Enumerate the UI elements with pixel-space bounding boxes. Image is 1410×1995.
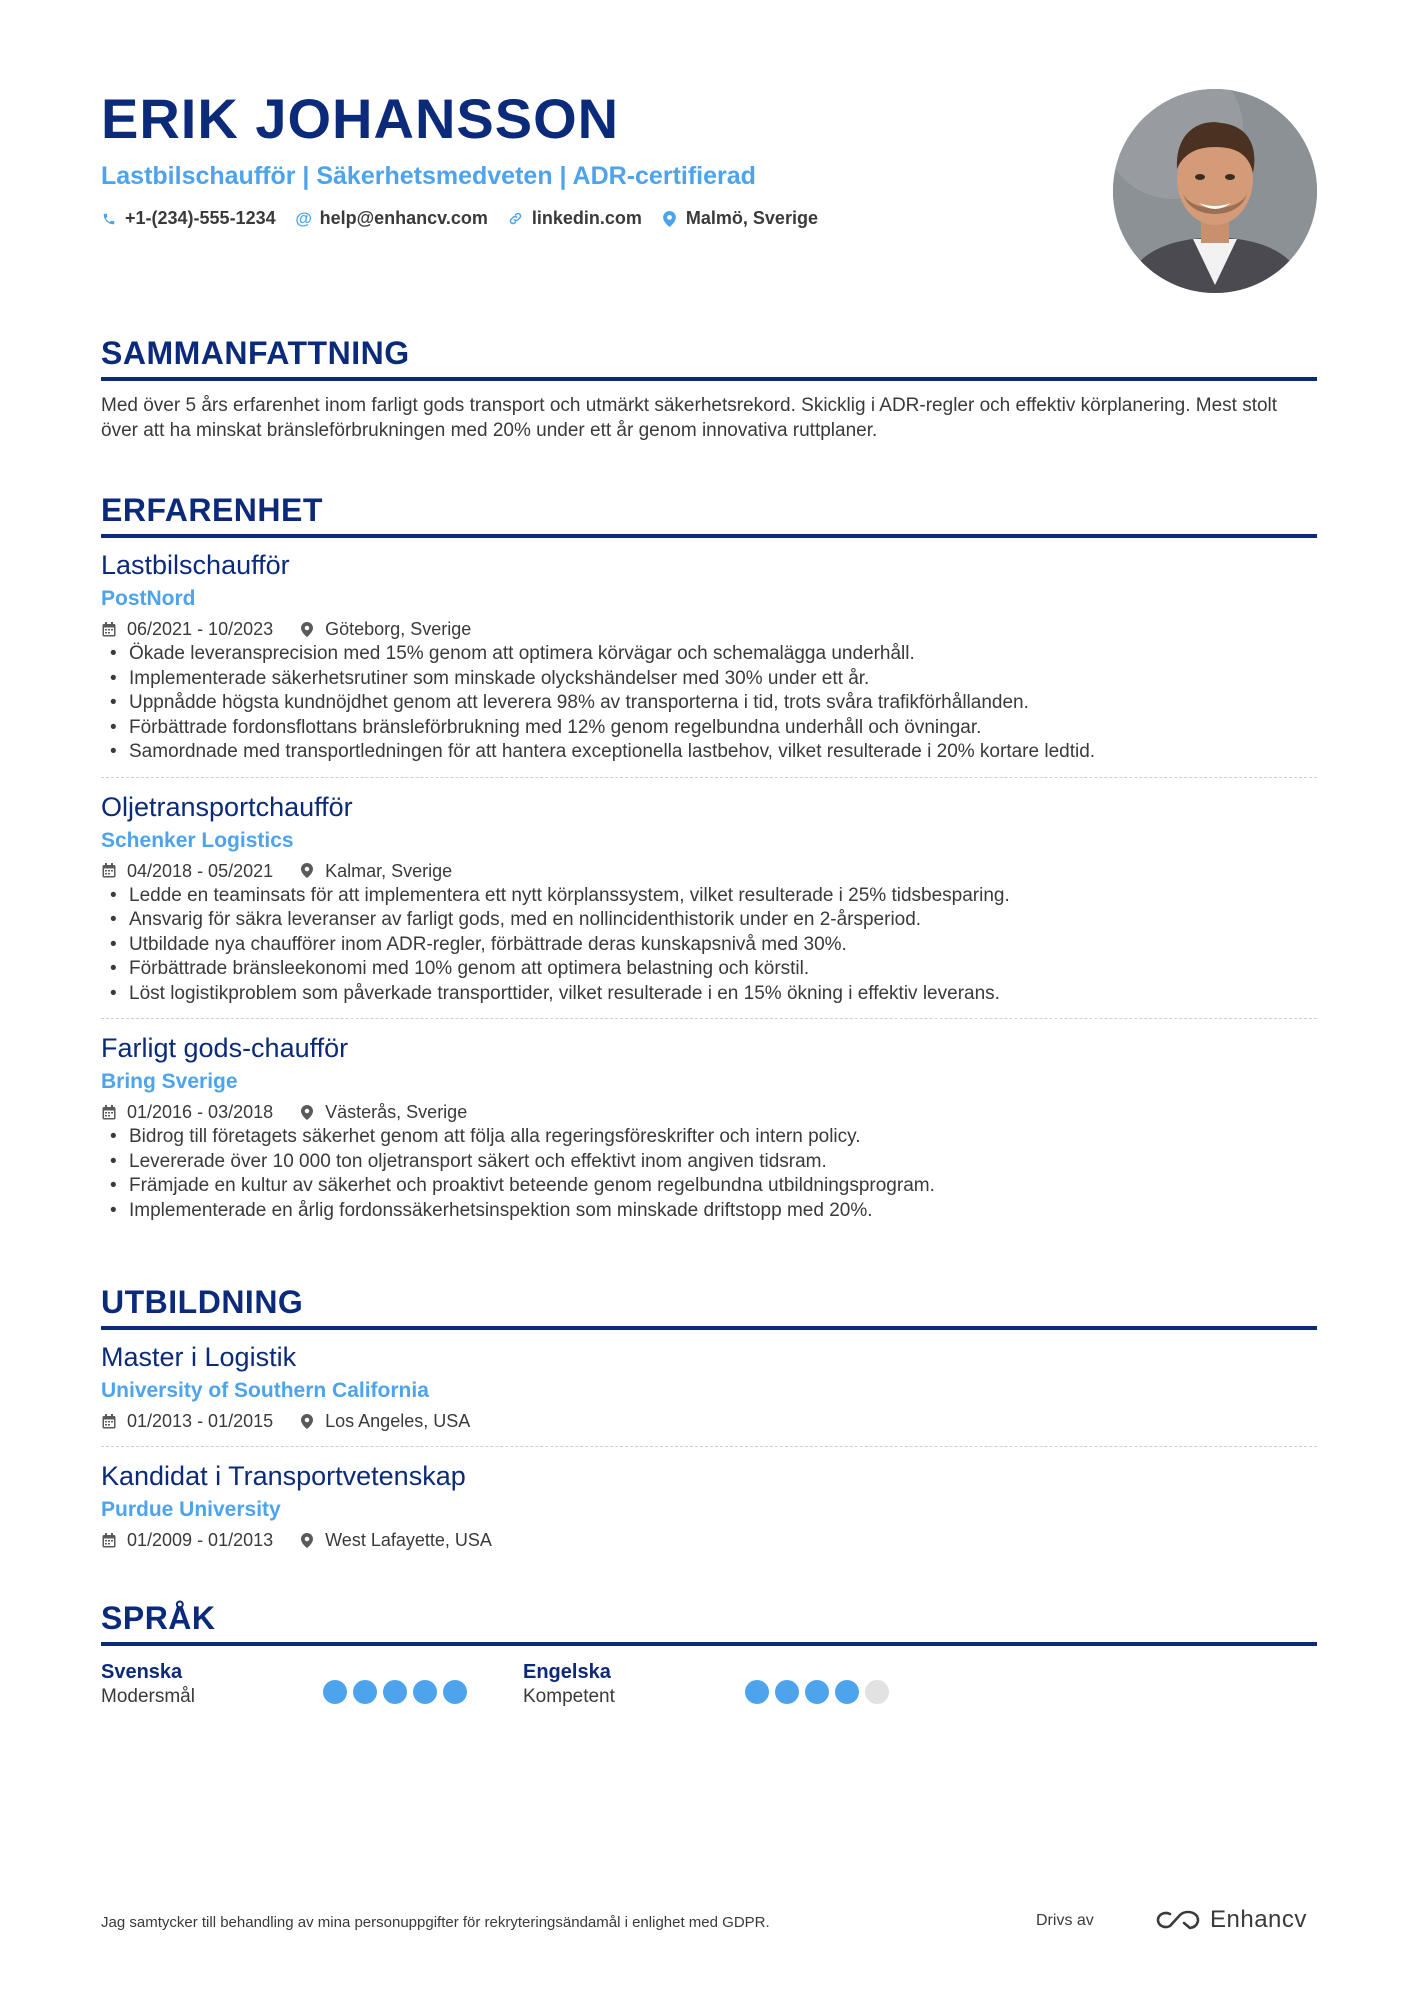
rating-dot-filled [805, 1680, 829, 1704]
dates-text: 06/2021 - 10/2023 [127, 619, 274, 639]
experience-entry [101, 548, 1317, 765]
languages-row [101, 1660, 1317, 1710]
page-footer [101, 1906, 1317, 1936]
job-title: Oljetransportchaufför [101, 791, 353, 822]
dates-text: 01/2013 - 01/2015 [127, 1411, 274, 1431]
education-dates [101, 1527, 273, 1553]
enhancv-brand[interactable] [1156, 1906, 1307, 1934]
map-pin-icon [299, 1532, 315, 1548]
enhancv-logo-icon [1156, 1909, 1202, 1931]
contact-info [101, 208, 1101, 229]
gdpr-consent: Jag samtycker till behandling av mina personuppgifter för rekryteringsändamål i enlighet med GDPR. [101, 1914, 770, 1931]
section-divider [101, 377, 1317, 381]
linkedin-text: linkedin.com [531, 208, 642, 228]
contact-location [662, 208, 818, 229]
list-item: • Förbättrade fordonsflottans bränsleförbrukning med 12% genom regelbundna underhåll och övningar. [101, 716, 1317, 741]
job-location [299, 616, 471, 642]
job-dates [101, 858, 273, 884]
education-dates [101, 1408, 273, 1434]
entry-divider [101, 777, 1317, 778]
degree-title: Kandidat i Transportvetenskap [101, 1461, 466, 1491]
calendar-icon [101, 863, 117, 879]
education-meta [101, 1527, 1317, 1553]
rating-dot-filled [745, 1680, 769, 1704]
experience-entry [101, 790, 1317, 1007]
list-item: • Löst logistikproblem som påverkade transporttider, vilket resulterade i en 15% ökning i effektiv leverans. [101, 982, 1317, 1007]
job-meta [101, 616, 1317, 642]
company-name: PostNord [101, 587, 196, 610]
job-dates [101, 616, 273, 642]
resume-header [101, 86, 1101, 229]
rating-dot-empty [865, 1680, 889, 1704]
summary-heading: SAMMANFATTNING [101, 335, 410, 371]
list-item: • Bidrog till företagets säkerhet genom att följa alla regeringsföreskrifter och intern policy. [101, 1125, 1317, 1150]
experience-entry [101, 1031, 1317, 1223]
map-pin-icon [299, 1413, 315, 1429]
language-item [523, 1660, 945, 1710]
phone-icon [101, 211, 117, 227]
list-item: • Utbildade nya chaufförer inom ADR-regler, förbättrade deras kunskapsnivå med 30%. [101, 933, 1317, 958]
job-title: Farligt gods-chaufför [101, 1033, 349, 1063]
dates-text: 01/2009 - 01/2013 [127, 1530, 274, 1550]
education-location [299, 1527, 492, 1553]
powered-by-label: Drivs av [1036, 1912, 1094, 1929]
degree-title: Master i Logistik [101, 1342, 297, 1372]
list-item: • Uppnådde högsta kundnöjdhet genom att leverera 98% av transporterna i tid, trots svåra trafikförhållanden. [101, 691, 1317, 716]
job-dates [101, 1099, 273, 1125]
location-text: Los Angeles, USA [325, 1411, 471, 1431]
list-item: • Ansvarig för säkra leveranser av farligt gods, med en nollincidenthistorik under en 2-årsperiod. [101, 908, 1317, 933]
language-level: Kompetent [523, 1686, 615, 1707]
rating-dot-filled [835, 1680, 859, 1704]
list-item: • Ledde en teaminsats för att implementera ett nytt körplanssystem, vilket resulterade i 25% tidsbesparing. [101, 884, 1317, 909]
achievement-list [101, 642, 1317, 765]
dates-text: 01/2016 - 03/2018 [127, 1102, 274, 1122]
school-name: University of Southern California [101, 1379, 429, 1402]
rating-dot-filled [775, 1680, 799, 1704]
education-meta [101, 1408, 1317, 1434]
location-text: Västerås, Sverige [325, 1102, 468, 1122]
contact-email[interactable] [296, 208, 488, 229]
list-item: • Samordnade med transportledningen för att hantera exceptionella lastbehov, vilket resulterade i 20% kortare ledtid. [101, 740, 1317, 765]
map-pin-icon [299, 1104, 315, 1120]
education-entry [101, 1340, 1317, 1434]
education-heading: UTBILDNING [101, 1284, 304, 1320]
location-text: Kalmar, Sverige [325, 860, 453, 881]
brand-name: Enhancv [1210, 1906, 1307, 1933]
section-divider [101, 1326, 1317, 1330]
calendar-icon [101, 1532, 117, 1548]
language-level: Modersmål [101, 1686, 195, 1707]
entry-divider [101, 1446, 1317, 1447]
education-section [101, 1282, 1317, 1553]
candidate-headline: Lastbilschaufför | Säkerhetsmedveten | ADR-certifierad [101, 162, 756, 190]
email-text: help@enhancv.com [319, 208, 488, 228]
language-item [101, 1660, 523, 1710]
achievement-list [101, 1125, 1317, 1223]
profile-photo [1113, 89, 1317, 293]
experience-heading: ERFARENHET [101, 492, 323, 528]
rating-dot-filled [413, 1680, 437, 1704]
rating-dot-filled [383, 1680, 407, 1704]
rating-dot-filled [323, 1680, 347, 1704]
phone-text: +1-(234)-555-1234 [125, 208, 276, 228]
calendar-icon [101, 1413, 117, 1429]
at-icon: @ [295, 208, 312, 228]
calendar-icon [101, 621, 117, 637]
summary-section [101, 333, 1317, 443]
summary-text: Med över 5 års erfarenhet inom farligt gods transport och utmärkt säkerhetsrekord. Skicklig i ADR-regler och effektiv körplanering. Mest stolt över att ha minskat bränsleförbrukningen med 20% under ett år genom innovativa ruttplaner. [101, 395, 1278, 441]
experience-section [101, 490, 1317, 1223]
list-item: • Förbättrade bränsleekonomi med 10% genom att optimera belastning och körstil. [101, 957, 1317, 982]
language-name: Svenska [101, 1661, 183, 1683]
dates-text: 04/2018 - 05/2021 [127, 860, 274, 881]
job-title: Lastbilschaufför [101, 550, 290, 580]
map-pin-icon [662, 211, 678, 227]
list-item: • Implementerade en årlig fordonssäkerhetsinspektion som minskade driftstopp med 20%. [101, 1199, 1317, 1224]
education-entry [101, 1459, 1317, 1553]
location-text: Malmö, Sverige [685, 208, 818, 228]
location-text: West Lafayette, USA [325, 1530, 492, 1550]
company-name: Schenker Logistics [101, 828, 294, 852]
map-pin-icon [299, 621, 315, 637]
section-divider [101, 534, 1317, 538]
achievement-list [101, 884, 1317, 1007]
section-divider [101, 1642, 1317, 1646]
languages-section [101, 1598, 1317, 1710]
rating-dot-filled [353, 1680, 377, 1704]
candidate-name: ERIK JOHANSSON [101, 87, 620, 150]
calendar-icon [101, 1104, 117, 1120]
list-item: • Främjade en kultur av säkerhet och proaktivt beteende genom regelbundna utbildningsprogram. [101, 1174, 1317, 1199]
map-pin-icon [299, 863, 315, 879]
job-location [299, 858, 452, 884]
contact-linkedin[interactable] [508, 208, 642, 229]
location-text: Göteborg, Sverige [325, 619, 472, 639]
entry-divider [101, 1018, 1317, 1019]
list-item: • Ökade leveransprecision med 15% genom att optimera körvägar och schemalägga underhåll. [101, 642, 1317, 667]
link-icon [508, 211, 524, 227]
job-meta [101, 858, 1317, 884]
languages-heading: SPRÅK [101, 1600, 216, 1636]
language-rating [323, 1660, 473, 1710]
education-location [299, 1408, 470, 1434]
contact-phone[interactable] [101, 208, 276, 229]
company-name: Bring Sverige [101, 1070, 238, 1093]
job-meta [101, 1099, 1317, 1125]
school-name: Purdue University [101, 1498, 281, 1521]
job-location [299, 1099, 467, 1125]
rating-dot-filled [443, 1680, 467, 1704]
list-item: • Implementerade säkerhetsrutiner som minskade olyckshändelser med 30% under ett år. [101, 667, 1317, 692]
language-rating [745, 1660, 895, 1710]
list-item: • Levererade över 10 000 ton oljetransport säkert och effektivt inom angiven tidsram. [101, 1150, 1317, 1175]
language-name: Engelska [523, 1661, 611, 1683]
